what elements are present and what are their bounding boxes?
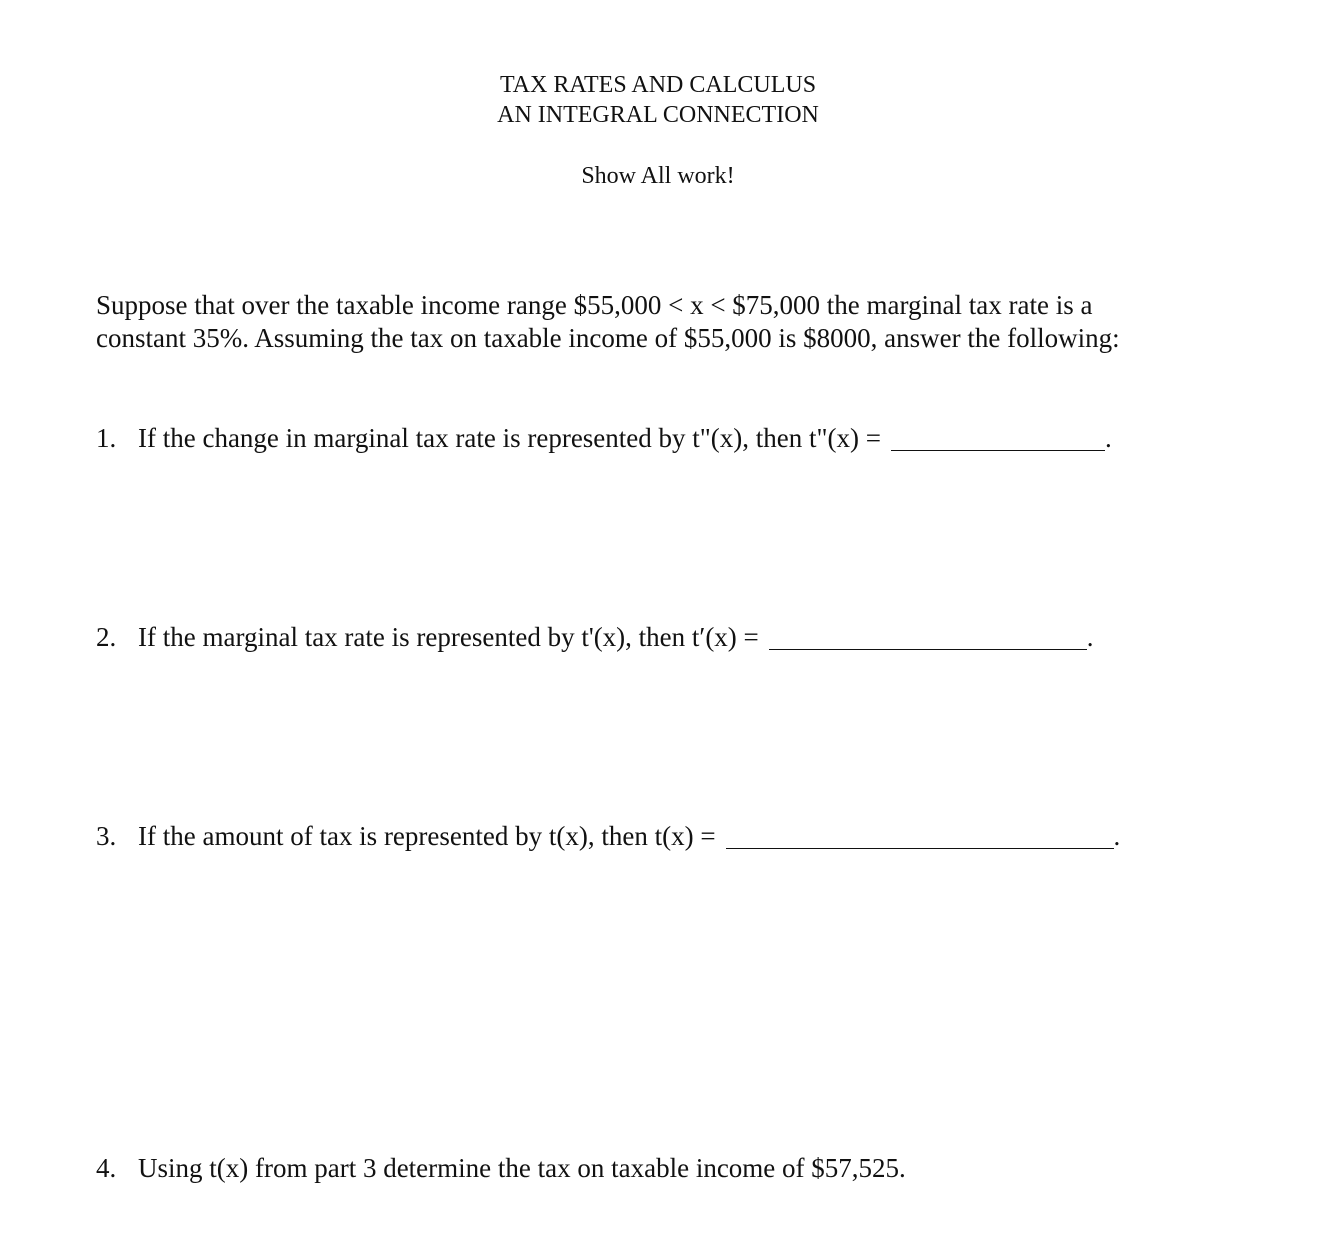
question-text: If the marginal tax rate is represented by t'(x), then t′(x) = — [138, 622, 759, 652]
title-line-2: AN INTEGRAL CONNECTION — [497, 102, 819, 128]
answer-blank[interactable] — [891, 430, 1105, 451]
intro-line-2: constant 35%. Assuming the tax on taxable income of $55,000 is $8000, answer the following: — [96, 323, 1120, 353]
question-end: . — [1086, 622, 1094, 652]
question-2 — [96, 620, 1094, 654]
question-4 — [96, 1151, 906, 1185]
instruction-text: Show All work! — [581, 163, 735, 189]
question-end: . — [1105, 423, 1112, 453]
question-text: If the change in marginal tax rate is represented by t"(x), then t"(x) = — [138, 423, 882, 453]
question-number: 4. — [96, 1153, 117, 1183]
question-1 — [96, 421, 1112, 455]
intro-line-1: Suppose that over the taxable income range $55,000 < x < $75,000 the marginal tax rate is a — [96, 290, 1093, 320]
question-text: If the amount of tax is represented by t(x), then t(x) = — [138, 821, 716, 851]
question-text: Using t(x) from part 3 determine the tax on taxable income of $57,525. — [138, 1153, 906, 1183]
question-number: 1. — [96, 423, 117, 453]
answer-blank[interactable] — [726, 828, 1114, 849]
question-number: 3. — [96, 821, 117, 851]
question-number: 2. — [96, 622, 117, 652]
question-end: . — [1113, 821, 1121, 851]
answer-blank[interactable] — [769, 629, 1087, 650]
title-line-1: TAX RATES AND CALCULUS — [499, 72, 817, 98]
question-3 — [96, 819, 1120, 853]
